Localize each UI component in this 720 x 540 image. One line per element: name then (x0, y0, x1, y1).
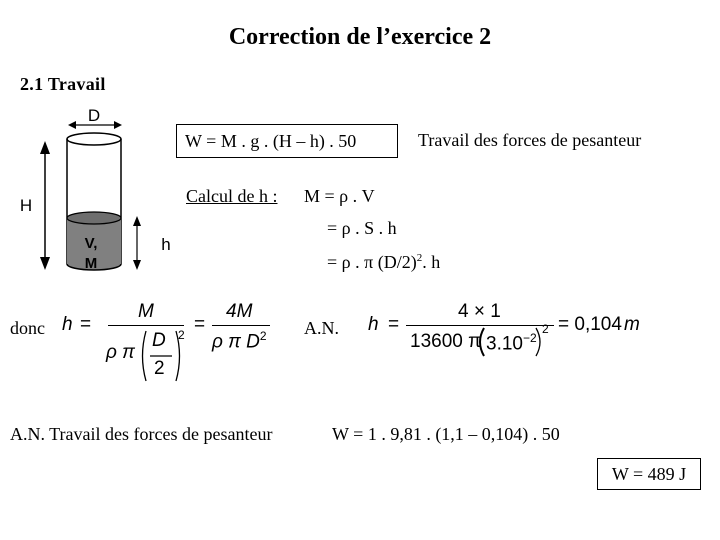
eq1-fraction-bar-2 (212, 325, 270, 326)
eq1-denominator-2: ρ π $D^2$ (212, 329, 267, 353)
tube-top-ellipse (67, 133, 121, 145)
work-numeric-formula: W = 1 . 9,81 . (1,1 – 0,104) . 50 (332, 424, 560, 444)
diagram-label-small-h: h (161, 235, 171, 254)
diagram-label-v: V, (84, 235, 98, 252)
d-arrow-left (68, 121, 76, 129)
work-formula-box: W = M . g . (H – h) . 50 (176, 124, 398, 158)
h-small-arrow-down (133, 260, 141, 270)
eq1-d: D (152, 330, 166, 351)
eq1-square: 2 (178, 328, 185, 342)
eq2-result: = 0,104 (558, 314, 622, 335)
donc-label: donc (10, 318, 45, 338)
eq2-unit: m (624, 314, 640, 335)
calc-line-2: = ρ . S . h (327, 218, 397, 238)
page-title: Correction de l’exercice 2 (228, 24, 492, 50)
calc-line-3: = ρ . π $(D/2)^2$. h (327, 252, 441, 272)
d-arrow-right (114, 121, 122, 129)
eq1-rho-pi: ρ π (106, 342, 135, 363)
calc-label: Calcul de h : (186, 186, 278, 206)
eq1-equals: = (80, 314, 92, 335)
liquid-surface (67, 212, 121, 224)
eq1-equals-2: = (194, 314, 206, 335)
section-heading: 2.1 Travail (20, 74, 106, 94)
diagram-label-m: M (84, 255, 98, 272)
h-small-arrow-up (133, 216, 141, 226)
eq1-numerator-2: 4M (226, 301, 253, 322)
eq2-equals: = (388, 314, 400, 335)
final-result-box: W = 489 J (597, 458, 701, 490)
work-label: Travail des forces de pesanteur (418, 130, 642, 150)
calc-line-1: M = ρ . V (304, 186, 375, 206)
eq1-two: 2 (154, 358, 165, 379)
h-big-arrow-down (40, 257, 50, 270)
an-label-2: A.N. Travail des forces de pesanteur (10, 424, 273, 444)
eq2-numerator: 4 × 1 (458, 301, 501, 322)
eq2-den-prefix: 13600 π (410, 331, 482, 352)
eq1-h: h (62, 314, 73, 335)
diagram-label-big-h: H (19, 196, 33, 215)
eq1-numerator: M (138, 301, 154, 322)
h-big-arrow-up (40, 141, 50, 154)
eq2-h: h (368, 314, 379, 335)
eq1-fraction-bar (108, 325, 184, 326)
diagram-label-d: D (87, 106, 101, 125)
eq2-den-inner: $3.10^{-2}$ (486, 331, 537, 355)
eq2-outer-exp: 2 (542, 322, 549, 336)
an-label-1: A.N. (304, 318, 339, 338)
